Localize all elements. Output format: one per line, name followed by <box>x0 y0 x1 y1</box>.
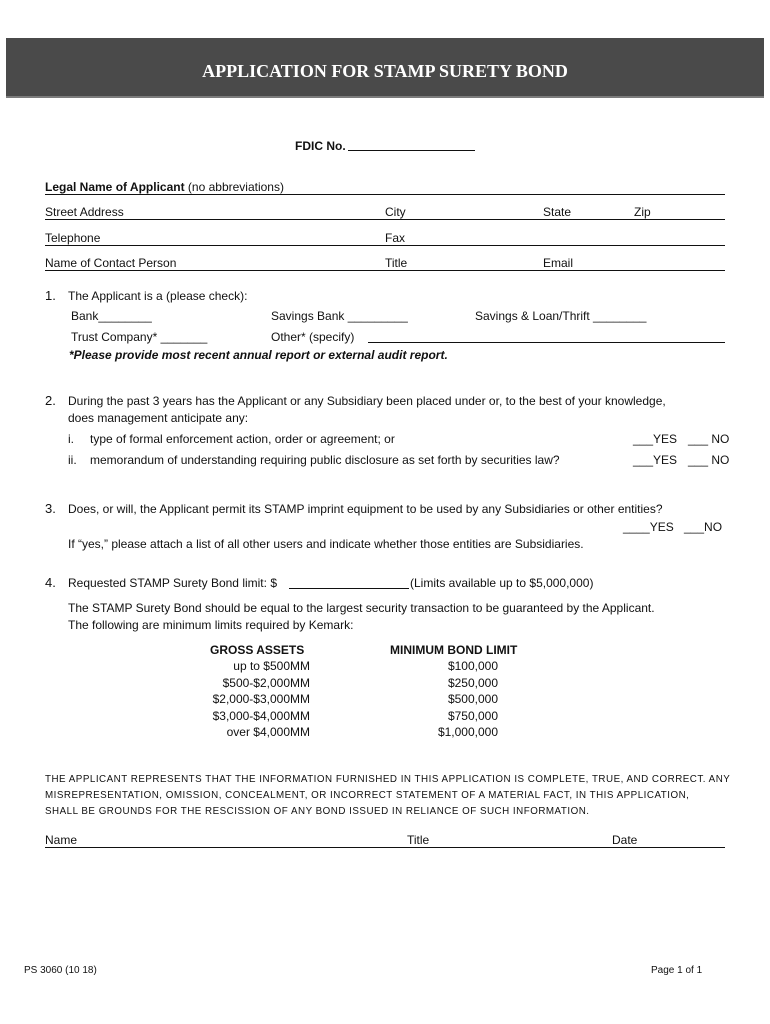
legal-name-row <box>45 180 284 194</box>
q1-number: 1. <box>45 288 56 303</box>
assets-row: $2,000-$3,000MM <box>212 692 310 706</box>
q2-ii-yes[interactable]: ___YES <box>633 453 678 467</box>
q4-line2: The following are minimum limits required by Kemark: <box>68 618 354 632</box>
telephone-label: Telephone <box>45 231 101 245</box>
q3-no[interactable]: ___NO <box>684 520 723 534</box>
contact-field[interactable] <box>45 270 725 271</box>
page-title: APPLICATION FOR STAMP SURETY BOND <box>202 61 568 81</box>
q2-number: 2. <box>45 393 56 408</box>
city-label: City <box>385 205 406 219</box>
q4-number: 4. <box>45 575 56 590</box>
address-field[interactable] <box>45 219 725 220</box>
q2-ii-number: ii. <box>68 453 77 467</box>
legal-name-note: (no abbreviations) <box>187 180 284 194</box>
q4-limit-field[interactable] <box>289 588 409 589</box>
form-id: PS 3060 (10 18) <box>24 965 97 976</box>
q4-limit-note: (Limits available up to $5,000,000) <box>410 576 594 590</box>
limit-row: $1,000,000 <box>437 725 498 739</box>
q3-yes[interactable]: ____YES <box>623 520 674 534</box>
q1-note: *Please provide most recent annual report or external audit report. <box>69 348 448 362</box>
limit-row: $250,000 <box>447 676 498 690</box>
certification-line1: THE APPLICANT REPRESENTS THAT THE INFORMATION FURNISHED IN THIS APPLICATION IS COMPLETE, TRUE, AND CORRECT. ANY <box>45 774 731 785</box>
signature-date-label: Date <box>612 833 638 847</box>
min-bond-header: MINIMUM BOND LIMIT <box>390 643 518 657</box>
signature-name-label: Name <box>45 833 78 847</box>
fdic-field[interactable] <box>348 150 475 151</box>
q2-i-number: i. <box>68 432 74 446</box>
q2-ii-no[interactable]: ___ NO <box>688 453 730 467</box>
fdic-label: FDIC No. <box>295 139 346 153</box>
limit-row: $750,000 <box>447 709 498 723</box>
q4-label: Requested STAMP Surety Bond limit: $ <box>68 576 277 590</box>
q2-i-text: type of formal enforcement action, order or agreement; or <box>90 432 395 446</box>
legal-name-field[interactable] <box>45 194 725 195</box>
q3-line1: Does, or will, the Applicant permit its STAMP imprint equipment to be used by any Subsidiaries or other entities? <box>68 502 663 516</box>
q2-line2: does management anticipate any: <box>68 411 249 425</box>
street-label: Street Address <box>45 205 124 219</box>
q2-i-yes[interactable]: ___YES <box>633 432 678 446</box>
q1-other-label: Other* (specify) <box>271 330 355 344</box>
assets-row: $3,000-$4,000MM <box>212 709 310 723</box>
fax-label: Fax <box>385 231 406 245</box>
contact-title-label: Title <box>385 256 408 270</box>
certification-line3: SHALL BE GROUNDS FOR THE RESCISSION OF ANY BOND ISSUED IN RELIANCE OF SUCH INFORMATION. <box>45 806 590 817</box>
q1-bank-option[interactable]: Bank________ <box>71 309 152 323</box>
q1-text: The Applicant is a (please check): <box>68 289 248 303</box>
q4-line1: The STAMP Surety Bond should be equal to the largest security transaction to be guaranteed by the Applicant. <box>68 601 655 615</box>
q2-ii-text: memorandum of understanding requiring public disclosure as set forth by securities law? <box>90 453 560 467</box>
certification-line2: MISREPRESENTATION, OMISSION, CONCEALMENT, OR INCORRECT STATEMENT OF A MATERIAL FACT, IN THIS APPLICATION, <box>45 790 690 801</box>
state-label: State <box>543 205 572 219</box>
legal-name-label: Legal Name of Applicant <box>45 180 185 194</box>
signature-title-label: Title <box>407 833 430 847</box>
assets-row: $500-$2,000MM <box>222 676 310 690</box>
q2-i-no[interactable]: ___ NO <box>688 432 730 446</box>
q2-line1: During the past 3 years has the Applicant or any Subsidiary been placed under or, to the best of your knowledge, <box>68 394 666 408</box>
q3-number: 3. <box>45 501 56 516</box>
limit-row: $100,000 <box>447 659 498 673</box>
q1-other-field[interactable] <box>368 342 725 343</box>
q1-savings-loan-option[interactable]: Savings & Loan/Thrift ________ <box>475 309 647 323</box>
assets-row: up to $500MM <box>233 659 310 673</box>
q3-line2: If “yes,” please attach a list of all other users and indicate whether those entities are Subsidiaries. <box>68 537 584 551</box>
email-label: Email <box>543 256 574 270</box>
signature-field[interactable] <box>45 847 725 848</box>
telephone-fax-field[interactable] <box>45 245 725 246</box>
assets-row: over $4,000MM <box>226 725 310 739</box>
q1-trust-option[interactable]: Trust Company* _______ <box>71 330 208 344</box>
zip-label: Zip <box>634 205 651 219</box>
page-number: Page 1 of 1 <box>651 965 703 976</box>
limit-row: $500,000 <box>447 692 498 706</box>
q1-savings-bank-option[interactable]: Savings Bank _________ <box>271 309 408 323</box>
gross-assets-header: GROSS ASSETS <box>210 643 305 657</box>
contact-label: Name of Contact Person <box>45 256 177 270</box>
